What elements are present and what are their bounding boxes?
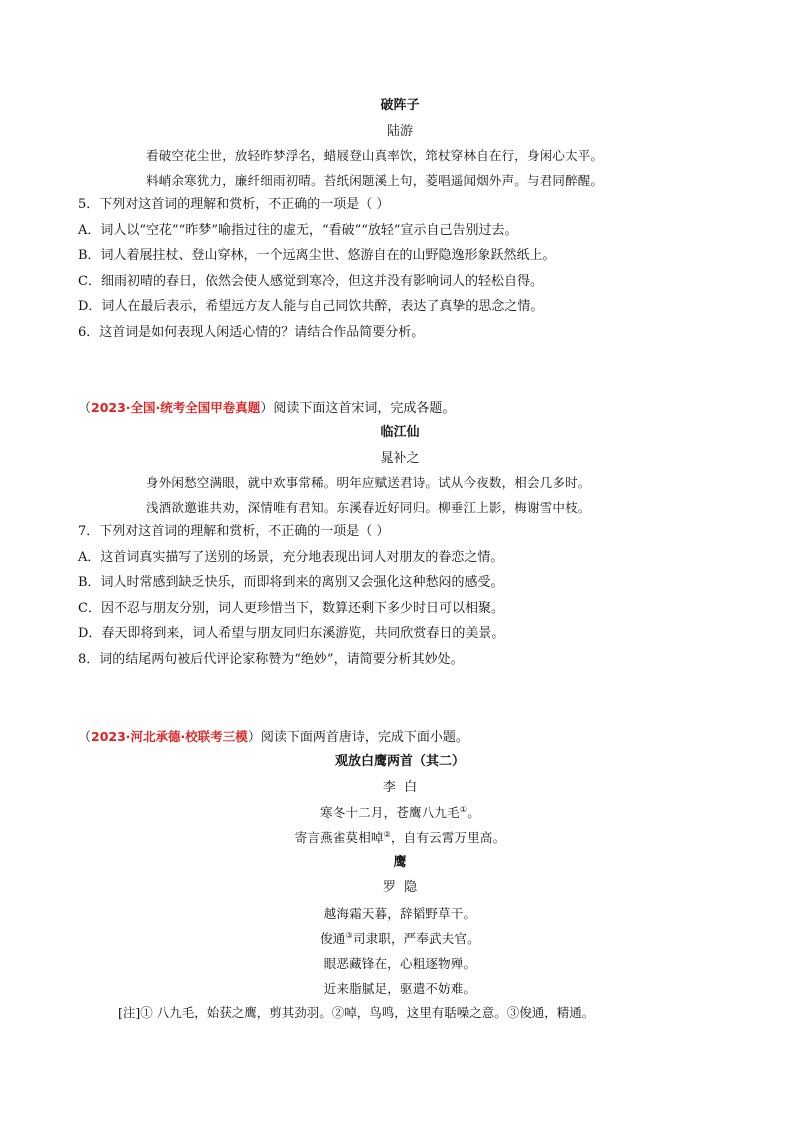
question-7-stem: 7．下列对这首词的理解和赏析，不正确的一项是（ ） xyxy=(78,524,390,539)
source-2-tag: 2023·全国·统考全国甲卷真题 xyxy=(91,400,261,415)
question-5-stem: 5．下列对这首词的理解和赏析，不正确的一项是（ ） xyxy=(78,197,390,212)
source-2-text: 阅读下面这首宋词，完成各题。 xyxy=(273,401,456,416)
poem4-line-1: 越海霜天暮，辞韬野草干。 xyxy=(323,906,477,921)
question-5-option-d: D．词人在最后表示，希望远方友人能与自己同饮共醉，表达了真挚的思念之情。 xyxy=(78,299,544,314)
question-7-option-a: A．这首词真实描写了送别的场景，充分地表现出词人对朋友的眷恋之情。 xyxy=(78,550,504,565)
poem4-line-4: 近来脂腻足，驱遣不妨难。 xyxy=(323,981,477,996)
poem1-line-1: 看破空花尘世，放轻昨梦浮名，蜡屐登山真率饮，筇杖穿林自在行，身闲心太平。 xyxy=(146,148,604,163)
poem1-title: 破阵子 xyxy=(380,98,420,113)
poem2-author: 晁补之 xyxy=(380,451,420,466)
poem4-line-2: 俊通③司隶职，严奉武夫官。 xyxy=(320,930,480,946)
poem4-line-3: 眼恶藏锋在，心粗逐物殚。 xyxy=(323,956,477,971)
question-7-option-d: D．春天即将到来，词人希望与朋友同归东溪游览，共同欣赏春日的美景。 xyxy=(78,626,505,641)
question-5-option-c: C．细雨初晴的春日，依然会使人感觉到寒冷，但这并没有影响词人的轻松自得。 xyxy=(78,274,543,289)
poem3-author: 李 白 xyxy=(382,780,418,795)
poem2-line-2: 浅酒欲邀谁共劝，深情唯有君知。东溪春近好同归。柳垂江上影，梅谢雪中枝。 xyxy=(146,500,591,515)
question-5-option-a: A．词人以“空花”“昨梦”喻指过往的虚无，“看破”“放轻”宣示自己告别过去。 xyxy=(78,223,518,238)
footnote-text: [注]① 八九毛，始获之鹰，剪其劲羽。②啅，鸟鸣，这里有聒噪之意。③俊通，精通。 xyxy=(118,1005,595,1020)
footnote-marker-3: ③ xyxy=(345,930,353,940)
source-3-tag: 2023·河北承德·校联考三模 xyxy=(91,729,248,744)
source-3-line: （2023·河北承德·校联考三模）阅读下面两首唐诗，完成下面小题。 xyxy=(78,729,469,745)
question-6-stem: 6．这首词是如何表现人闲适心情的？请结合作品简要分析。 xyxy=(78,325,425,340)
poem1-line-2: 料峭余寒犹力，廉纤细雨初晴。苔纸闲题溪上句，菱唱遥闻烟外声。与君同醉醒。 xyxy=(146,173,604,188)
question-7-option-c: C．因不忍与朋友分别，词人更珍惜当下，数算还剩下多少时日可以相聚。 xyxy=(78,601,504,616)
poem1-author: 陆游 xyxy=(386,124,413,139)
question-8-stem: 8．词的结尾两句被后代评论家称赞为“绝妙”，请简要分析其妙处。 xyxy=(78,652,464,667)
question-7-option-b: B．词人时常感到缺乏快乐，而即将到来的离别又会强化这种愁闷的感受。 xyxy=(78,575,504,590)
poem3-title: 观放白鹰两首（其二） xyxy=(334,754,465,769)
question-5-option-b: B．词人着展拄杖、登山穿林，一个远离尘世、悠游自在的山野隐逸形象跃然纸上。 xyxy=(78,248,556,263)
poem3-line-1: 寒冬十二月，苍鹰八九毛①。 xyxy=(320,804,480,820)
footnote-marker-1: ① xyxy=(459,804,468,814)
poem3-line-2: 寄言燕雀莫相啅②，自有云霄万里高。 xyxy=(294,829,506,845)
poem2-title: 临江仙 xyxy=(380,425,420,440)
source-2-line: （2023·全国·统考全国甲卷真题）阅读下面这首宋词，完成各题。 xyxy=(78,400,456,416)
poem4-author: 罗 隐 xyxy=(382,880,418,895)
source-3-text: 阅读下面两首唐诗，完成下面小题。 xyxy=(260,730,469,745)
poem2-line-1: 身外闲愁空满眼，就中欢事常稀。明年应赋送君诗。试从今夜数，相会几多时。 xyxy=(146,475,591,490)
poem4-title: 鹰 xyxy=(393,855,407,870)
footnote-marker-2: ② xyxy=(383,829,391,839)
